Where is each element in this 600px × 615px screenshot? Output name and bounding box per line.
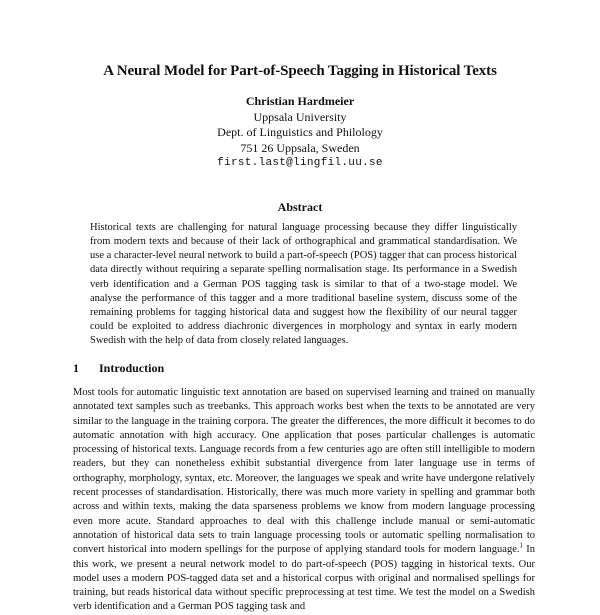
section-number: 1	[73, 361, 79, 375]
footnote-marker[interactable]: 1	[519, 541, 523, 550]
section-title: Introduction	[99, 361, 165, 375]
author-address: 751 26 Uppsala, Sweden	[240, 140, 360, 155]
author-affiliation-university: Uppsala University	[253, 109, 347, 124]
author-name: Christian Hardmeier	[245, 94, 355, 108]
abstract-text: Historical texts are challenging for natural language processing because they differ linguistically from modern texts and because of their lack of orthographical and grammatical standardisation. We use a character-level neural network to build a part-of-speech (POS) tagger that can process historical data directly without requiring a separate spelling normalisation stage. Its performance in a Swedish verb identification and a German POS tagging task is similar to that of a two-stage model. We analyse the performance of this tagger and a more traditional baseline system, discuss some of the remaining problems for tagging historical data and suggest how the flexibility of our neural tagger could be exploited to address diachronic divergences in morphology and syntax in early modern Swedish with the help of data from closely related languages.	[90, 222, 517, 347]
paper-title: A Neural Model for Part-of-Speech Tagging in Historical Texts	[103, 63, 497, 79]
introduction-paragraph-part-1: Most tools for automatic linguistic text annotation are based on supervised learning and trained on manually annotated text samples such as treebanks. This approach works best when the texts to be annotated are very similar to the language in the training corpora. The greater the differences, the more difficult it becomes to do automatic annotation with high accuracy. One application that poses particular challenges is automatic processing of historical texts. Language records from a few centuries ago are often still intelligible to modern readers, but they can nonetheless exhibit substantial divergence from later language use in terms of orthography, morphology, syntax, etc. Moreover, the languages we speak and write have undergone relatively recent processes of standardisation. Historically, there was much more variety in spelling and grammar both across and within texts, making the data sparseness problems we know from modern language processing even more acute. Standard approaches to deal with this challenge include manual or semi-automatic annotation of historical data sets to train language processing tools or automatic spelling normalisation to convert historical into modern spellings for the purpose of applying standard tools for modern language.	[73, 387, 535, 556]
author-block	[0, 94, 600, 172]
introduction-paragraph-part-2: In this work, we present a neural network model to do part-of-speech (POS) tagging in historical texts. Our model uses a modern POS-tagged data set and a historical corpus with original and normalised spellings for training, but reads historical data without specific preprocessing at test time. We test the model on a Swedish verb identification and a German POS tagging task and	[73, 544, 535, 613]
section-heading-introduction	[73, 361, 164, 376]
abstract-heading: Abstract	[277, 200, 323, 214]
introduction-text	[73, 386, 535, 615]
author-email[interactable]: first.last@lingfil.uu.se	[217, 157, 383, 169]
author-affiliation-department: Dept. of Linguistics and Philology	[217, 125, 383, 139]
